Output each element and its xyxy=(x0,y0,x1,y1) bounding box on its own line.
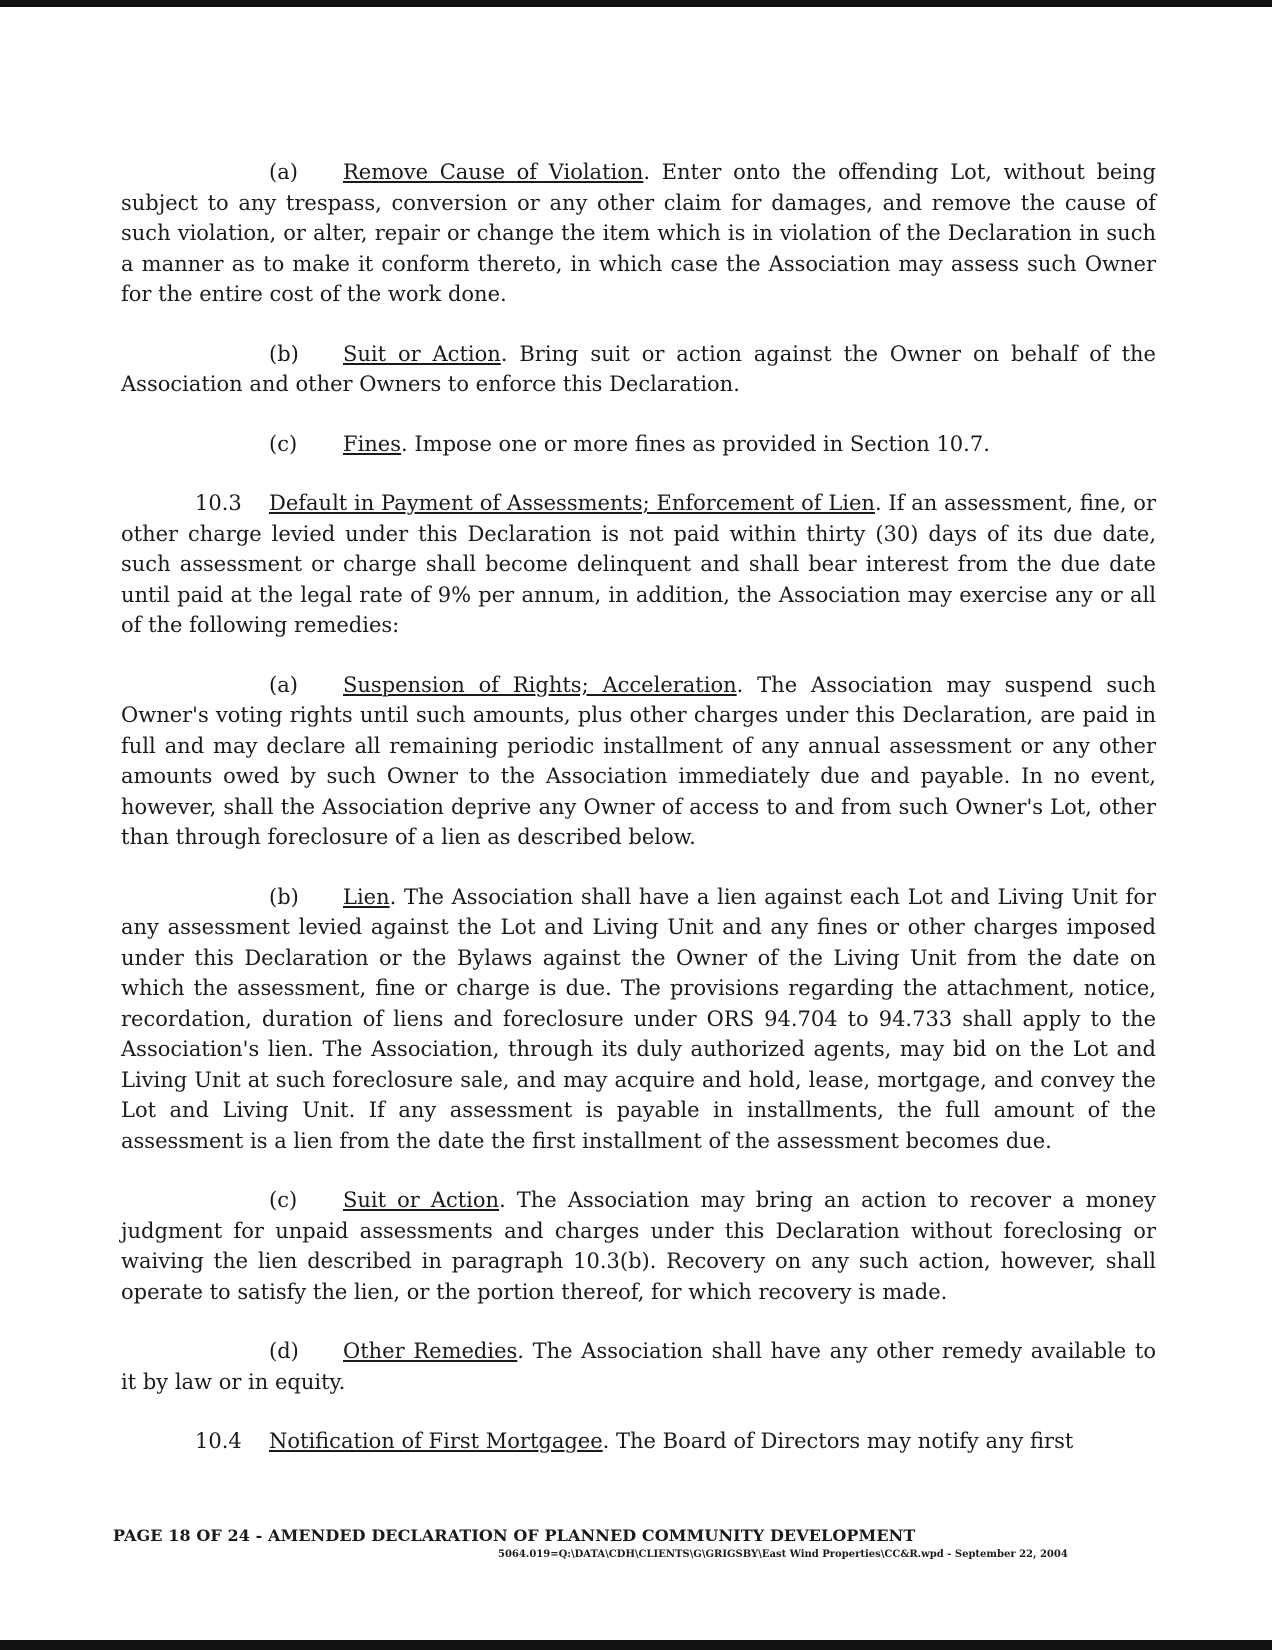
page-footer xyxy=(113,1526,1163,1560)
paragraph-text: . The Association may bring an action to recover a money judgment for unpaid assessments and charges under this Declaration without foreclosing or waiving the lien described in paragraph 10.3(b). Recovery on any such action, however, shall operate to satisfy the lien, or the portion thereof, for which recovery is made. xyxy=(121,1188,1156,1304)
paragraph-title: Remove Cause of Violation xyxy=(343,160,644,184)
paragraph-title: Other Remedies xyxy=(343,1339,518,1363)
section-title: Notification of First Mortgagee xyxy=(269,1429,603,1453)
paragraph-label: (c) xyxy=(269,1188,298,1212)
paragraph-title: Suit or Action xyxy=(343,1188,500,1212)
section-10-4 xyxy=(121,1426,1156,1457)
paragraph-title: Suspension of Rights; Acceleration xyxy=(343,672,737,697)
paragraph-title: Lien xyxy=(343,884,390,909)
paragraph-text: . Impose one or more fines as provided in Section 10.7. xyxy=(401,431,990,456)
paragraph-suit-or-action-1 xyxy=(121,339,1156,400)
paragraph-text: . Bring suit or action against the Owner on behalf of the Association and other Owners to enforce this Declaration. xyxy=(121,341,1156,396)
paragraph-title: Suit or Action xyxy=(343,341,501,366)
paragraph-title: Fines xyxy=(343,431,402,456)
paragraph-lien xyxy=(121,882,1156,1157)
section-text: . If an assessment, fine, or other charge levied under this Declaration is not paid within thirty (30) days of its due date, such assessment or charge shall become delinquent and shall bear interest from the due date until paid at the legal rate of 9% per annum, in addition, the Association may exercise any or all of the following remedies: xyxy=(121,491,1156,637)
paragraph-label: (b) xyxy=(269,341,299,366)
document-body xyxy=(121,157,1156,1486)
paragraph-label: (a) xyxy=(269,672,298,697)
paragraph-remove-cause xyxy=(121,157,1156,310)
footer-file-path: 5064.019=Q:\DATA\CDH\CLIENTS\G\GRIGSBY\East Wind Properties\CC&R.wpd - September 22, 2004 xyxy=(498,1549,1068,1560)
section-number: 10.3 xyxy=(195,491,242,515)
paragraph-label: (c) xyxy=(269,431,298,456)
paragraph-label: (d) xyxy=(269,1339,299,1363)
paragraph-fines xyxy=(121,429,1156,460)
paragraph-text: . The Association shall have a lien against each Lot and Living Unit for any assessment levied against the Lot and Living Unit and any fines or other charges imposed under this Declaration or the Bylaws against the Owner of the Living Unit from the date on which the assessment, fine or charge is due. The provisions regarding the attachment, notice, recordation, duration of liens and foreclosure under ORS 94.704 to 94.733 shall apply to the Association's lien. The Association, through its duly authorized agents, may bid on the Lot and Living Unit at such foreclosure sale, and may acquire and hold, lease, mortgage, and convey the Lot and Living Unit. If any assessment is payable in installments, the full amount of the assessment is a lien from the date the first installment of the assessment becomes due. xyxy=(121,884,1156,1153)
paragraph-other-remedies xyxy=(121,1336,1156,1397)
paragraph-text: . The Association may suspend such Owner's voting rights until such amounts, plus other charges under this Declaration, are paid in full and may declare all remaining periodic installment of any annual assessment or any other amounts owed by such Owner to the Association immediately due and payable. In no event, however, shall the Association deprive any Owner of access to and from such Owner's Lot, other than through foreclosure of a lien as described below. xyxy=(121,672,1156,849)
scan-top-edge xyxy=(0,0,1272,7)
section-number: 10.4 xyxy=(195,1429,242,1453)
paragraph-text: . Enter onto the offending Lot, without being subject to any trespass, conversion or any other claim for damages, and remove the cause of such violation, or alter, repair or change the item which is in violation of the Declaration in such a manner as to make it conform thereto, in which case the Association may assess such Owner for the entire cost of the work done. xyxy=(121,160,1156,306)
paragraph-label: (a) xyxy=(269,160,298,184)
section-10-3 xyxy=(121,488,1156,641)
scan-bottom-edge xyxy=(0,1640,1272,1650)
paragraph-label: (b) xyxy=(269,884,299,909)
paragraph-suit-or-action-2 xyxy=(121,1185,1156,1307)
footer-title: PAGE 18 OF 24 - AMENDED DECLARATION OF PLANNED COMMUNITY DEVELOPMENT xyxy=(113,1526,916,1545)
section-text: . The Board of Directors may notify any first xyxy=(602,1429,1074,1453)
paragraph-suspension-of-rights xyxy=(121,670,1156,853)
paragraph-text: . The Association shall have any other remedy available to it by law or in equity. xyxy=(121,1339,1157,1394)
section-title: Default in Payment of Assessments; Enforcement of Lien xyxy=(269,491,875,515)
